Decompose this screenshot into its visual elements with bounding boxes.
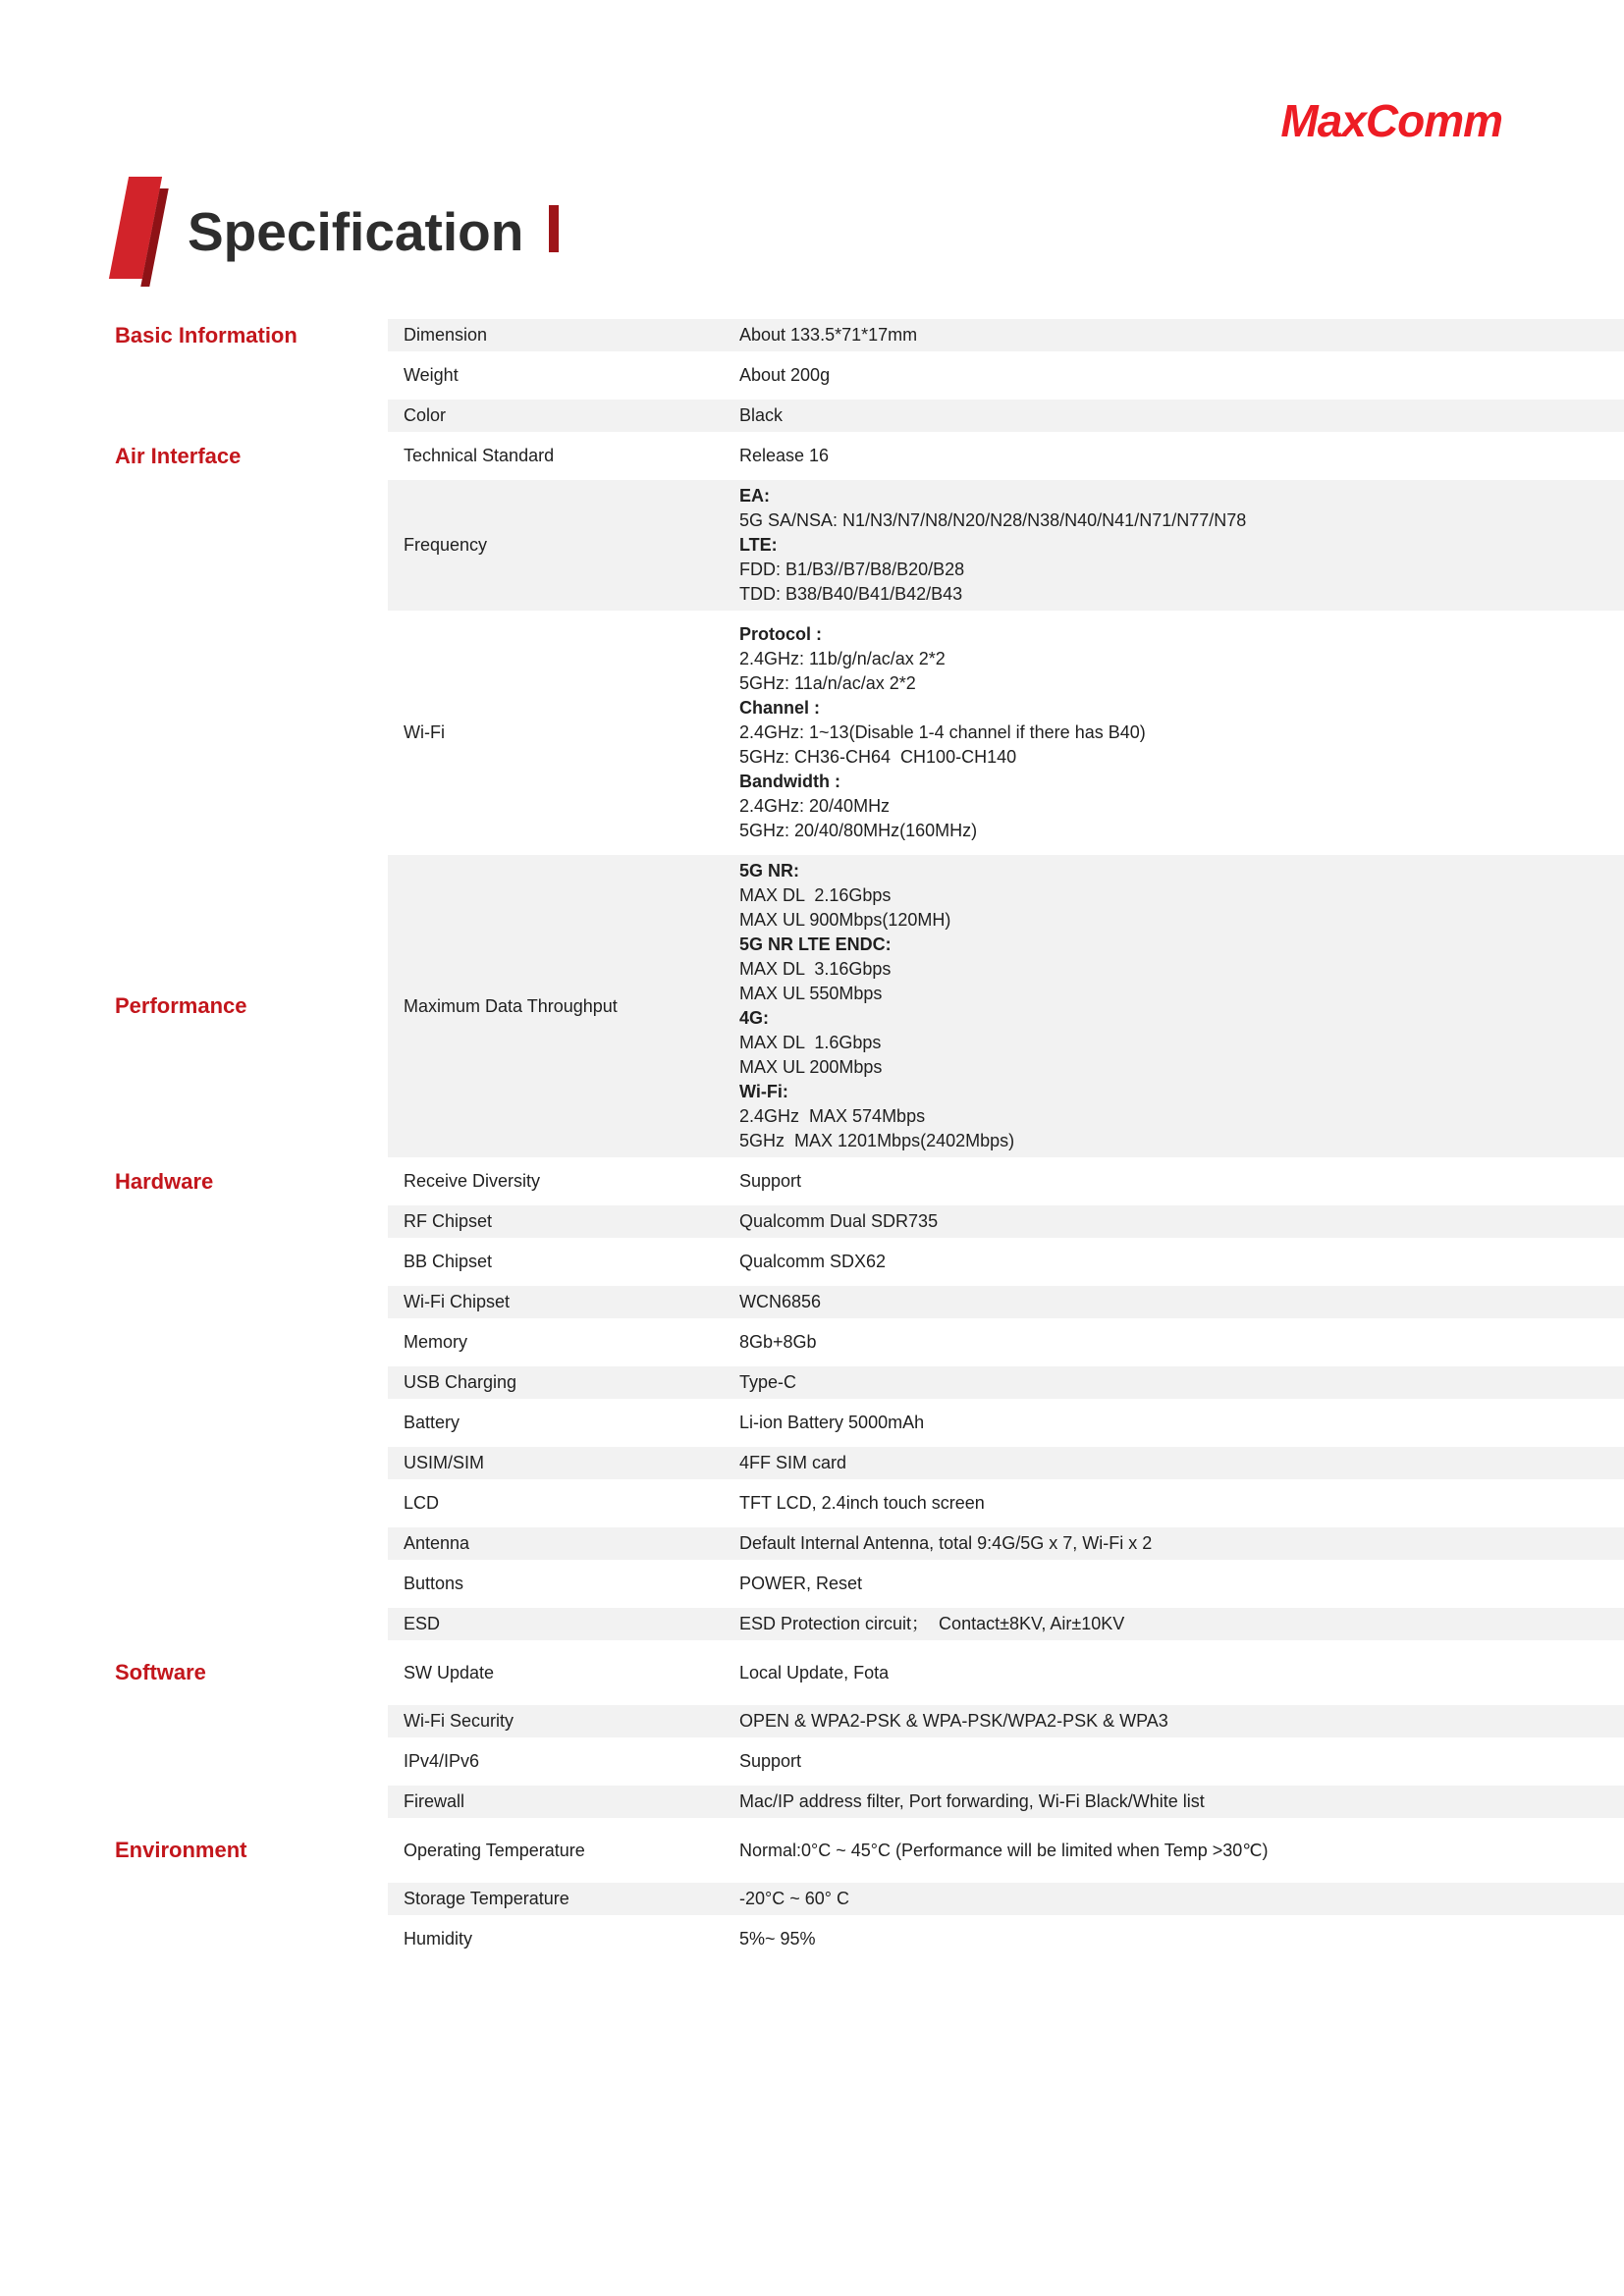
property-cell: Color: [388, 396, 739, 436]
value-line: ESD Protection circuit； Contact±8KV, Air±10KV: [739, 1614, 1125, 1633]
value-cell: [739, 355, 1624, 396]
table-row: [0, 1523, 1624, 1564]
section-label: Performance: [115, 993, 247, 1018]
value-cell: [739, 476, 1624, 614]
category-cell: [0, 1201, 388, 1242]
category-cell: [0, 1822, 388, 1879]
value-cell: [739, 1741, 1624, 1782]
table-row: [0, 1564, 1624, 1604]
property-cell: Wi-Fi Security: [388, 1701, 739, 1741]
title-slash-icon: [115, 177, 170, 287]
category-cell: [0, 1644, 388, 1701]
category-cell: [0, 1161, 388, 1201]
value-line: Qualcomm Dual SDR735: [739, 1211, 939, 1231]
value-line: OPEN & WPA2-PSK & WPA-PSK/WPA2-PSK & WPA3: [739, 1711, 1168, 1731]
property-cell: LCD: [388, 1483, 739, 1523]
value-cell: [739, 1701, 1624, 1741]
property-cell: Receive Diversity: [388, 1161, 739, 1201]
category-cell: [0, 1443, 388, 1483]
value-line: 8Gb+8Gb: [739, 1332, 817, 1352]
value-cell: [739, 1822, 1624, 1879]
value-cell: [739, 1879, 1624, 1919]
table-row: [0, 315, 1624, 355]
table-row: [0, 1443, 1624, 1483]
property-cell: Humidity: [388, 1919, 739, 1959]
value-line: -20°C ~ 60° C: [739, 1889, 849, 1908]
value-cell: [739, 1242, 1624, 1282]
value-line: TDD: B38/B40/B41/B42/B43: [739, 584, 963, 604]
table-row: [0, 1919, 1624, 1959]
category-cell: [0, 1879, 388, 1919]
category-cell: [0, 1362, 388, 1403]
property-cell: BB Chipset: [388, 1242, 739, 1282]
property-cell: Wi-Fi: [388, 614, 739, 851]
value-line: POWER, Reset: [739, 1574, 863, 1593]
value-line: MAX UL 900Mbps(120MH): [739, 910, 951, 930]
value-line: Local Update, Fota: [739, 1662, 890, 1682]
value-line: About 200g: [739, 365, 831, 385]
value-line: Default Internal Antenna, total 9:4G/5G x 7, Wi-Fi x 2: [739, 1533, 1153, 1553]
value-line: Normal:0°C ~ 45°C (Performance will be limited when Temp >30℃): [739, 1840, 1269, 1860]
value-line: MAX DL 1.6Gbps: [739, 1033, 882, 1052]
property-cell: Technical Standard: [388, 436, 739, 476]
value-cell: [739, 1919, 1624, 1959]
property-cell: Buttons: [388, 1564, 739, 1604]
value-line: 5G SA/NSA: N1/N3/N7/N8/N20/N28/N38/N40/N41/N71/N77/N78: [739, 510, 1247, 530]
table-row: [0, 1362, 1624, 1403]
table-row: [0, 1322, 1624, 1362]
section-label: Hardware: [115, 1168, 214, 1194]
value-line: Wi-Fi:: [739, 1082, 788, 1101]
section-label: Air Interface: [115, 443, 242, 468]
value-line: 4FF SIM card: [739, 1453, 847, 1472]
category-cell: [0, 315, 388, 355]
category-cell: [0, 1701, 388, 1741]
category-cell: [0, 396, 388, 436]
value-line: MAX UL 550Mbps: [739, 984, 883, 1003]
value-line: Li-ion Battery 5000mAh: [739, 1413, 925, 1432]
property-cell: Dimension: [388, 315, 739, 355]
table-row: [0, 355, 1624, 396]
table-row: [0, 436, 1624, 476]
property-cell: ESD: [388, 1604, 739, 1644]
value-line: 4G:: [739, 1008, 770, 1028]
category-cell: [0, 436, 388, 476]
table-row: [0, 1483, 1624, 1523]
property-cell: Wi-Fi Chipset: [388, 1282, 739, 1322]
value-line: EA:: [739, 486, 770, 506]
spec-table: [0, 315, 1624, 1959]
value-line: Qualcomm SDX62: [739, 1252, 887, 1271]
value-line: 5G NR:: [739, 861, 800, 881]
value-line: 5G NR LTE ENDC:: [739, 934, 892, 954]
value-line: 5GHz MAX 1201Mbps(2402Mbps): [739, 1131, 1015, 1150]
category-cell: [0, 1282, 388, 1322]
table-row: [0, 476, 1624, 614]
value-cell: [739, 1443, 1624, 1483]
category-cell: [0, 355, 388, 396]
value-cell: [739, 1322, 1624, 1362]
category-cell: [0, 1242, 388, 1282]
property-cell: RF Chipset: [388, 1201, 739, 1242]
property-cell: Maximum Data Throughput: [388, 851, 739, 1161]
value-line: Support: [739, 1751, 802, 1771]
section-label: Environment: [115, 1838, 247, 1862]
category-cell: [0, 476, 388, 614]
value-cell: [739, 1403, 1624, 1443]
value-line: 2.4GHz: 20/40MHz: [739, 796, 891, 816]
property-cell: Storage Temperature: [388, 1879, 739, 1919]
table-row: [0, 1604, 1624, 1644]
value-line: Type-C: [739, 1372, 797, 1392]
category-cell: [0, 614, 388, 851]
value-cell: [739, 1564, 1624, 1604]
property-cell: Memory: [388, 1322, 739, 1362]
value-line: Bandwidth :: [739, 772, 840, 791]
category-cell: [0, 1403, 388, 1443]
value-line: Support: [739, 1171, 802, 1191]
value-line: MAX DL 2.16Gbps: [739, 885, 892, 905]
value-line: MAX UL 200Mbps: [739, 1057, 883, 1077]
value-cell: [739, 851, 1624, 1161]
value-cell: [739, 1161, 1624, 1201]
table-row: [0, 1242, 1624, 1282]
value-line: Mac/IP address filter, Port forwarding, Wi-Fi Black/White list: [739, 1791, 1205, 1811]
table-row: [0, 1879, 1624, 1919]
value-line: Channel :: [739, 698, 821, 718]
value-line: Release 16: [739, 446, 830, 465]
table-row: [0, 614, 1624, 851]
property-cell: Firewall: [388, 1782, 739, 1822]
property-cell: Battery: [388, 1403, 739, 1443]
section-label: Software: [115, 1660, 206, 1684]
category-cell: [0, 1741, 388, 1782]
page-title-block: [115, 177, 559, 287]
table-row: [0, 1282, 1624, 1322]
property-cell: USB Charging: [388, 1362, 739, 1403]
title-end-bar-icon: [549, 205, 559, 252]
value-cell: [739, 614, 1624, 851]
table-row: [0, 1782, 1624, 1822]
value-cell: [739, 1604, 1624, 1644]
value-cell: [739, 315, 1624, 355]
table-row: [0, 1644, 1624, 1701]
value-line: Black: [739, 405, 784, 425]
category-cell: [0, 1919, 388, 1959]
table-row: [0, 396, 1624, 436]
property-cell: Operating Temperature: [388, 1822, 739, 1879]
value-cell: [739, 1782, 1624, 1822]
value-line: WCN6856: [739, 1292, 822, 1311]
property-cell: Frequency: [388, 476, 739, 614]
value-line: 5GHz: 11a/n/ac/ax 2*2: [739, 673, 916, 693]
value-cell: [739, 1201, 1624, 1242]
value-line: 2.4GHz MAX 574Mbps: [739, 1106, 926, 1126]
value-cell: [739, 1362, 1624, 1403]
value-cell: [739, 1282, 1624, 1322]
property-cell: Antenna: [388, 1523, 739, 1564]
category-cell: [0, 1604, 388, 1644]
category-cell: [0, 1523, 388, 1564]
value-line: 5%~ 95%: [739, 1929, 816, 1949]
page-title: Specification: [188, 201, 524, 262]
value-cell: [739, 436, 1624, 476]
table-row: [0, 1161, 1624, 1201]
property-cell: IPv4/IPv6: [388, 1741, 739, 1782]
value-line: Protocol :: [739, 624, 822, 644]
category-cell: [0, 1564, 388, 1604]
table-row: [0, 1741, 1624, 1782]
category-cell: [0, 851, 388, 1161]
table-row: [0, 1201, 1624, 1242]
value-line: 2.4GHz: 11b/g/n/ac/ax 2*2: [739, 649, 946, 668]
value-cell: [739, 1644, 1624, 1701]
value-line: 5GHz: CH36-CH64 CH100-CH140: [739, 747, 1017, 767]
value-line: MAX DL 3.16Gbps: [739, 959, 892, 979]
value-line: 2.4GHz: 1~13(Disable 1-4 channel if there has B40): [739, 722, 1146, 742]
category-cell: [0, 1782, 388, 1822]
table-row: [0, 851, 1624, 1161]
value-cell: [739, 1483, 1624, 1523]
property-cell: Weight: [388, 355, 739, 396]
value-line: FDD: B1/B3//B7/B8/B20/B28: [739, 560, 965, 579]
value-cell: [739, 396, 1624, 436]
property-cell: USIM/SIM: [388, 1443, 739, 1483]
brand-logo: MaxComm: [1280, 95, 1502, 146]
category-cell: [0, 1322, 388, 1362]
value-line: 5GHz: 20/40/80MHz(160MHz): [739, 821, 978, 840]
value-line: About 133.5*71*17mm: [739, 325, 918, 345]
category-cell: [0, 1483, 388, 1523]
section-label: Basic Information: [115, 322, 298, 347]
value-line: TFT LCD, 2.4inch touch screen: [739, 1493, 985, 1513]
table-row: [0, 1403, 1624, 1443]
value-line: LTE:: [739, 535, 778, 555]
value-cell: [739, 1523, 1624, 1564]
table-row: [0, 1822, 1624, 1879]
table-row: [0, 1701, 1624, 1741]
property-cell: SW Update: [388, 1644, 739, 1701]
